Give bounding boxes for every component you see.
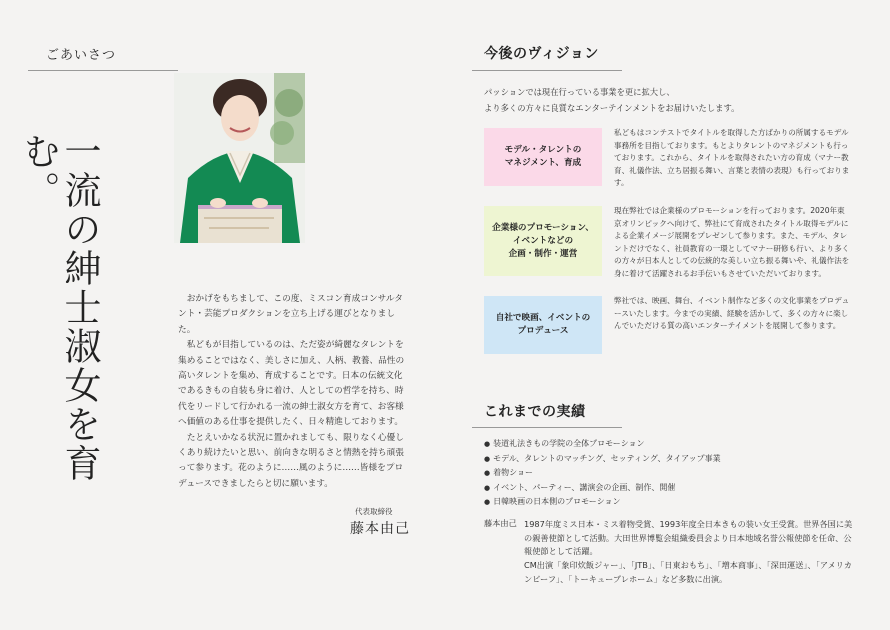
bio-name: 藤本由己 xyxy=(484,518,517,528)
representative-portrait xyxy=(174,73,305,243)
signature-name: 藤本由己 xyxy=(350,521,410,537)
vision-item-description: 私どもはコンテストでタイトルを取得した方ばかりの所属するモデル事務所を目指しております。もとよりタレントのマネジメントも行っております。これから、タイトルを取得されたい方の育成（マナー教育、礼儀作法、立ち居振る舞い、言葉と表情の表現）も行っております。 xyxy=(614,128,850,188)
record-title-divider xyxy=(472,427,622,428)
vision-intro-line: より多くの方々に良質なエンターテインメントをお届けいたします。 xyxy=(484,103,740,113)
vision-label-line: モデル・タレントの xyxy=(504,145,582,155)
list-item: ● 着物ショー xyxy=(484,466,721,481)
vision-intro-line: パッションでは現在行っている事業を更に拡大し、 xyxy=(484,87,675,97)
bio-text xyxy=(524,518,854,587)
vision-section-title: 今後のヴィジョン xyxy=(484,46,599,62)
bio-paragraph: CM出演「象印炊飯ジャー」、「JTB」、「日東おもち」、「増本商事」、「深田運送」、「アメリカンビーフ」、「トーキュープレホーム」など多数に出演。 xyxy=(524,560,852,584)
vision-item-label-promotion xyxy=(484,206,602,276)
vision-item-label-management xyxy=(484,128,602,186)
list-item: ● モデル、タレントのマッチング、セッティング、タイアップ事業 xyxy=(484,452,721,467)
vision-label-line: マネジメント、育成 xyxy=(504,158,582,168)
greeting-paragraph: 私どもが目指しているのは、ただ姿が綺麗なタレントを集めることではなく、美しさに加え、人柄、教養、品性の高いタレントを集め、育成することです。日本の伝統文化であるきもの自装も身に着け、人としての哲学を持ち、時代をリードして行かれる一流の紳士淑女方を育て、お客様へ価値のある仕事を提供したく、日々精進しております。 xyxy=(178,340,405,428)
vision-intro xyxy=(484,84,739,116)
vision-item-description: 現在弊社では企業様のプロモーションを行っております。2020年東京オリンピックへ向けて、弊社にて育成されたタイトル取得モデルによる企業イメージ展開をプレゼンして参ります。また、モデル、タレントだけでなく、社員教育の一環としてマナー研修も行い、より多くの方々が日本人としての伝統的な美しい立ち振る舞いや、礼儀作法を身に着けて活躍されるお手伝いもさせていただいております。 xyxy=(614,206,850,278)
signature-role: 代表取締役 xyxy=(355,507,393,516)
vision-label-line: 企業様のプロモーション、 xyxy=(492,222,594,233)
list-item: ● イベント、パーティー、講演会の企画、制作、開催 xyxy=(484,481,721,496)
vision-title-divider xyxy=(472,70,622,71)
bio-paragraph: 1987年度ミス日本・ミス着物受賞、1993年度全日本きもの装い女王受賞。世界各国に美の親善使節として活動。大田世界博覧会組織委員会より日本地域名誉公報使節を任命、公報使節として活躍。 xyxy=(524,519,853,557)
greeting-message xyxy=(178,292,410,492)
greeting-paragraph: おかげをもちまして、この度、ミスコン育成コンサルタント・芸能プロダクションを立ち上げる運びとなりました。 xyxy=(178,294,403,335)
greeting-section-title: ごあいさつ xyxy=(46,48,117,63)
vision-label-line: プロデュース xyxy=(517,326,569,336)
vision-item-description: 弊社では、映画、舞台、イベント制作など多くの文化事業をプロデュースいたします。今までの実績、経験を活かして、多くの方々に楽しんでいただける質の高いエンターテイメントを展開して参ります。 xyxy=(614,296,850,331)
vision-label-line: 企画・制作・運営 xyxy=(508,248,578,259)
record-section-title: これまでの実績 xyxy=(484,404,586,420)
greeting-title-divider xyxy=(28,70,178,71)
record-list xyxy=(484,437,721,510)
vision-label-line: 自社で映画、イベントの xyxy=(495,313,591,323)
vision-label-line: イベントなどの xyxy=(512,235,574,246)
greeting-paragraph: たとえいかなる状況に置かれましても、限りなく心優しくあり続けたいと思い、前向きな明るさと情熱を持ち頑張って参ります。花のように……風のように……皆様をプロデュースできましたらと切に願います。 xyxy=(178,432,404,489)
vision-item-label-production xyxy=(484,296,602,354)
list-item: ● 日韓映画の日本側のプロモーション xyxy=(484,495,721,510)
list-item: ● 装道礼法きもの学院の全体プロモーション xyxy=(484,437,721,452)
headline: 一流の紳士淑女を育む。 xyxy=(17,132,101,483)
